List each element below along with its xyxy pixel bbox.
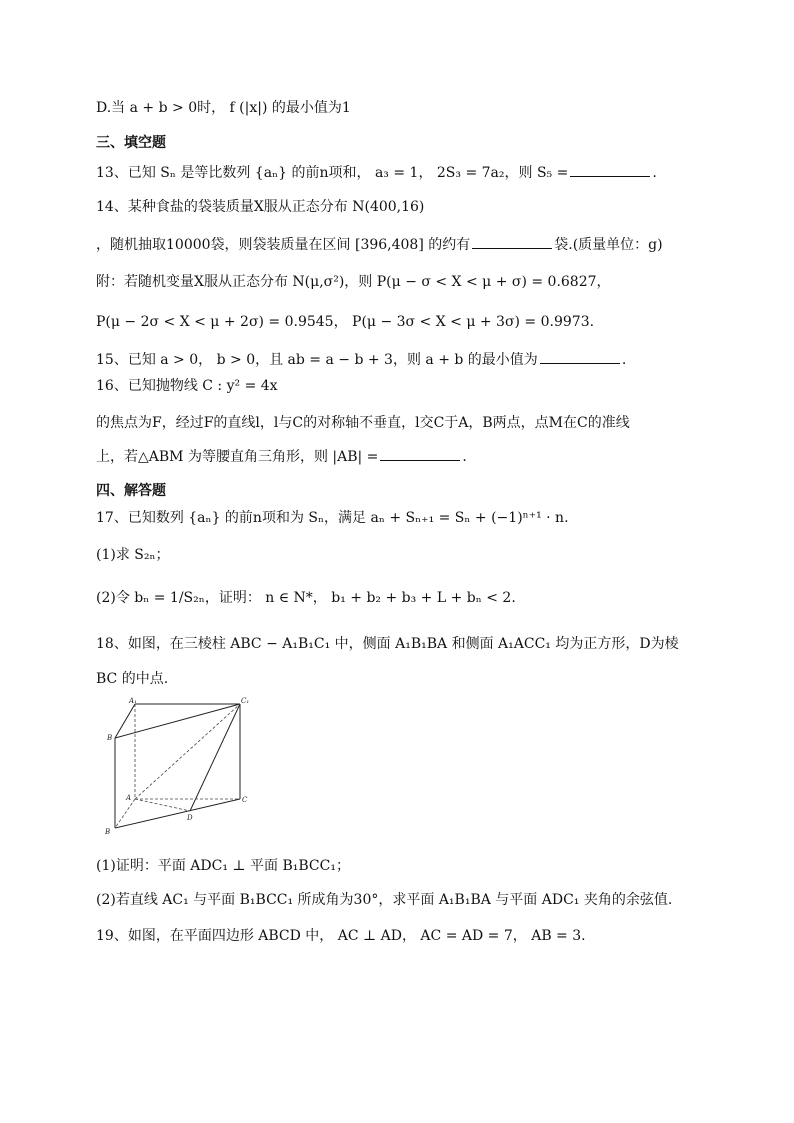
question-17-part-2: (2)令 bₙ = 1/S₂ₙ，证明： n ∈ N*， b₁ + b₂ + b₃ + L + bₙ < 2.	[96, 590, 516, 606]
label-a1: A₁	[129, 697, 137, 705]
question-19: 19、如图，在平面四边形 ABCD 中， AC ⊥ AD， AC = AD = 7， AB = 3.	[96, 928, 586, 944]
question-14-note-2: P(μ − 2σ < X < μ + 2σ) = 0.9545， P(μ − 3σ < X < μ + 3σ) = 0.9973.	[96, 314, 595, 330]
label-b1: B	[107, 734, 113, 742]
option-d: D.当 a + b > 0时， f (|x|) 的最小值为1	[96, 100, 351, 116]
question-18-part-2: (2)若直线 AC₁ 与平面 B₁BCC₁ 所成角为30°，求平面 A₁B₁BA 与平面 ADC₁ 夹角的余弦值.	[96, 892, 673, 908]
question-13: 13、已知 Sₙ 是等比数列 {aₙ} 的前n项和， a₃ = 1， 2S₃ = 7a₂，则 S₅ = .	[96, 162, 657, 183]
question-18-line-1: 18、如图，在三棱柱 ABC − A₁B₁C₁ 中，侧面 A₁B₁BA 和侧面 A₁ACC₁ 均为正方形，D为棱	[96, 636, 679, 652]
label-a: A	[126, 794, 132, 802]
question-14-note-1: 附：若随机变量X服从正态分布 N(μ,σ²)，则 P(μ − σ < X < μ + σ) = 0.6827，	[96, 274, 611, 290]
question-15: 15、已知 a > 0， b > 0，且 ab = a − b + 3，则 a + b 的最小值为 .	[96, 349, 626, 370]
question-17: 17、已知数列 {aₙ} 的前n项和为 Sₙ，满足 aₙ + Sₙ₊₁ = Sₙ + (−1)ⁿ⁺¹ · n.	[96, 510, 569, 526]
question-16-line-2: 的焦点为F，经过F的直线l，l与C的对称轴不垂直，l交C于A，B两点，点M在C的准线	[96, 415, 630, 431]
answer-blank[interactable]	[472, 234, 552, 249]
answer-blank[interactable]	[540, 349, 620, 364]
prism-diagram	[100, 696, 260, 836]
prism-figure	[100, 696, 260, 836]
label-b: B	[105, 828, 111, 836]
question-16-line-3: 上，若△ABM 为等腰直角三角形，则 |AB| = .	[96, 446, 467, 467]
question-17-part-1: (1)求 S₂ₙ；	[96, 547, 170, 563]
question-18-line-2: BC 的中点.	[96, 671, 169, 687]
label-d: D	[187, 814, 193, 822]
section-answer-heading: 四、解答题	[96, 483, 166, 499]
answer-blank[interactable]	[380, 446, 460, 461]
label-c1: C₁	[241, 697, 250, 705]
label-c: C	[242, 796, 248, 804]
question-14-line-2: ，随机抽取10000袋，则袋装质量在区间 [396,408] 的约有 袋.(质量单位：g)	[96, 234, 663, 255]
answer-blank[interactable]	[570, 162, 650, 177]
question-16-line-1: 16、已知抛物线 C : y² = 4x	[96, 378, 278, 394]
question-18-part-1: (1)证明：平面 ADC₁ ⊥ 平面 B₁BCC₁；	[96, 858, 350, 874]
question-14-line-1: 14、某种食盐的袋装质量X服从正态分布 N(400,16)	[96, 199, 425, 215]
section-fill-blank-heading: 三、填空题	[96, 135, 166, 151]
